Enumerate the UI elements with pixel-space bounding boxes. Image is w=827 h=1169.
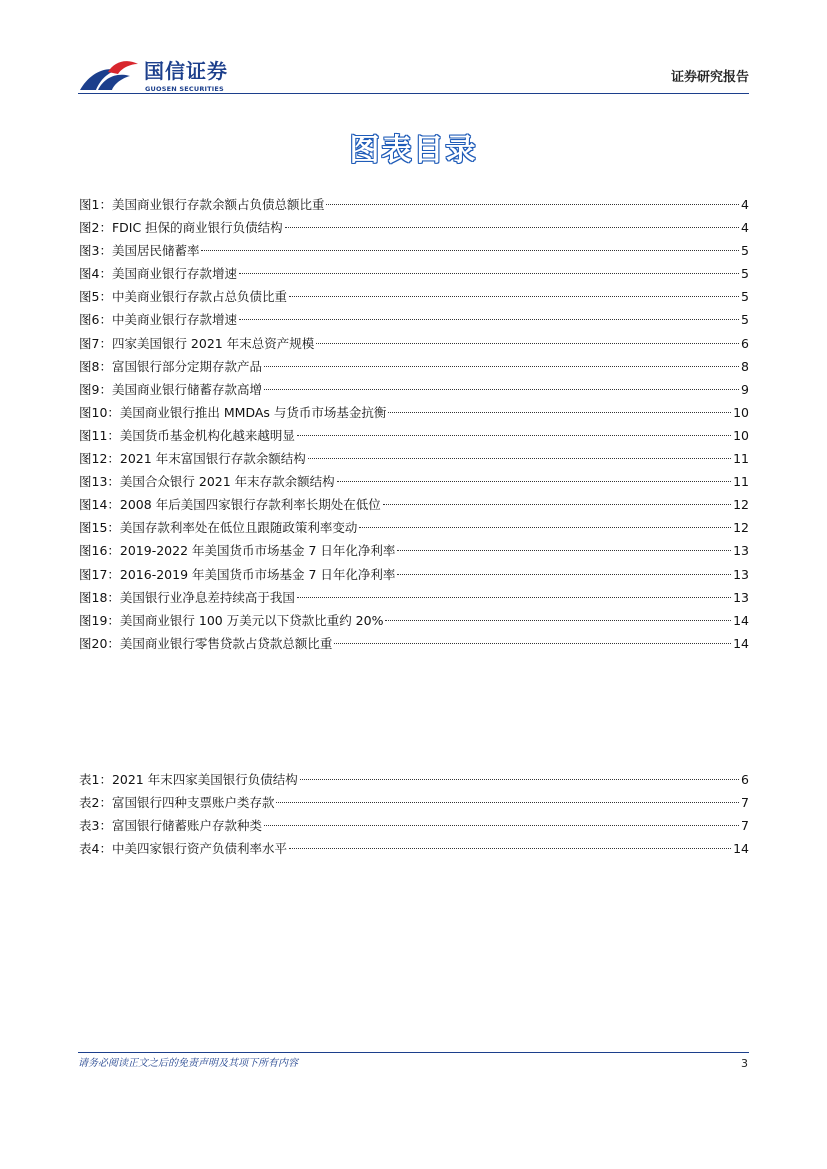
- dot-leader: [297, 435, 731, 436]
- figure-entry[interactable]: 图6： 中美商业银行存款增速 5: [79, 308, 749, 331]
- table-entry[interactable]: 表3： 富国银行储蓄账户存款种类 7: [79, 814, 749, 837]
- page-ref: 4: [741, 197, 749, 212]
- page-ref: 6: [741, 772, 749, 787]
- dot-leader: [239, 273, 739, 274]
- figure-entry[interactable]: 图16： 2019-2022 年美国货币市场基金 7 日年化净利率 13: [79, 539, 749, 562]
- figure-entry[interactable]: 图8： 富国银行部分定期存款产品 8: [79, 355, 749, 378]
- page-ref: 10: [733, 404, 749, 420]
- dot-leader: [316, 343, 739, 344]
- page-ref: 12: [733, 520, 749, 536]
- figure-entry[interactable]: 图5： 中美商业银行存款占总负债比重 5: [79, 285, 749, 308]
- logo-text-cn: 国信证券: [144, 59, 228, 83]
- dot-leader: [334, 643, 731, 644]
- dot-leader: [383, 504, 731, 505]
- figure-entry[interactable]: 图1： 美国商业银行存款余额占负债总额比重 4: [79, 193, 749, 216]
- dot-leader: [264, 366, 739, 367]
- page-ref: 11: [733, 474, 749, 490]
- page-ref: 13: [733, 589, 749, 605]
- page-ref: 9: [741, 381, 749, 397]
- page-ref: 13: [733, 543, 749, 559]
- toc-title: 图表目录: [349, 133, 478, 168]
- page-number: 3: [741, 1057, 748, 1070]
- dot-leader: [285, 227, 739, 228]
- table-entry[interactable]: 表2： 富国银行四种支票账户类存款 7: [79, 791, 749, 814]
- page-ref: 5: [741, 266, 749, 282]
- figure-list: [79, 193, 749, 655]
- table-entry[interactable]: 表4： 中美四家银行资产负债利率水平 14: [79, 837, 749, 860]
- page-ref: 7: [741, 818, 749, 834]
- report-type-label: 证券研究报告: [670, 70, 749, 85]
- figure-entry[interactable]: 图9： 美国商业银行储蓄存款高增 9: [79, 378, 749, 401]
- dot-leader: [308, 458, 731, 459]
- dot-leader: [289, 296, 739, 297]
- page-ref: 11: [733, 451, 749, 467]
- page-ref: 4: [741, 220, 749, 236]
- dot-leader: [300, 779, 739, 780]
- header-divider: [78, 93, 749, 94]
- dot-leader: [201, 250, 739, 251]
- figure-entry[interactable]: 图19： 美国商业银行 100 万美元以下贷款比重约 20% 14: [79, 609, 749, 632]
- page-ref: 5: [741, 243, 749, 259]
- page-ref: 10: [733, 427, 749, 443]
- page-ref: 14: [733, 612, 749, 628]
- guosen-logo-icon: [78, 56, 140, 96]
- figure-entry[interactable]: 图2： FDIC 担保的商业银行负债结构 4: [79, 216, 749, 239]
- figure-entry[interactable]: 图12： 2021 年末富国银行存款余额结构 11: [79, 447, 749, 470]
- page-ref: 13: [733, 566, 749, 582]
- logo-text-en: GUOSEN SECURITIES: [145, 85, 224, 93]
- dot-leader: [359, 527, 731, 528]
- figure-entry[interactable]: 图3： 美国居民储蓄率 5: [79, 239, 749, 262]
- figure-entry[interactable]: 图14： 2008 年后美国四家银行存款利率长期处在低位 12: [79, 493, 749, 516]
- dot-leader: [264, 825, 739, 826]
- figure-entry[interactable]: 图20： 美国商业银行零售贷款占贷款总额比重 14: [79, 632, 749, 655]
- table-list: [79, 768, 749, 860]
- figure-entry[interactable]: 图18： 美国银行业净息差持续高于我国 13: [79, 586, 749, 609]
- page-ref: 7: [741, 795, 749, 811]
- page-ref: 6: [741, 335, 749, 351]
- figure-entry[interactable]: 图10： 美国商业银行推出 MMDAs 与货币市场基金抗衡 10: [79, 401, 749, 424]
- figure-entry[interactable]: 图17： 2016-2019 年美国货币市场基金 7 日年化净利率 13: [79, 563, 749, 586]
- figure-entry[interactable]: 图13： 美国合众银行 2021 年末存款余额结构 11: [79, 470, 749, 493]
- dot-leader: [337, 481, 731, 482]
- dot-leader: [276, 802, 739, 803]
- page-ref: 12: [733, 497, 749, 513]
- dot-leader: [289, 848, 731, 849]
- page-header: [0, 0, 827, 100]
- dot-leader: [397, 574, 731, 575]
- page-ref: 8: [741, 358, 749, 374]
- page-ref: 14: [733, 635, 749, 651]
- disclaimer-text: 请务必阅读正文之后的免责声明及其项下所有内容: [78, 1058, 298, 1069]
- dot-leader: [239, 319, 739, 320]
- dot-leader: [297, 597, 731, 598]
- table-entry[interactable]: 表1： 2021 年末四家美国银行负债结构 6: [79, 768, 749, 791]
- page-ref: 5: [741, 289, 749, 305]
- footer-divider: [78, 1052, 749, 1053]
- figure-entry[interactable]: 图4： 美国商业银行存款增速 5: [79, 262, 749, 285]
- dot-leader: [388, 412, 731, 413]
- dot-leader: [264, 389, 739, 390]
- dot-leader: [385, 620, 731, 621]
- page-ref: 5: [741, 312, 749, 328]
- page-ref: 14: [733, 841, 749, 857]
- dot-leader: [326, 204, 739, 205]
- figure-entry[interactable]: 图15： 美国存款利率处在低位且跟随政策利率变动 12: [79, 516, 749, 539]
- figure-entry[interactable]: 图7： 四家美国银行 2021 年末总资产规模 6: [79, 332, 749, 355]
- dot-leader: [397, 550, 731, 551]
- figure-entry[interactable]: 图11： 美国货币基金机构化越来越明显 10: [79, 424, 749, 447]
